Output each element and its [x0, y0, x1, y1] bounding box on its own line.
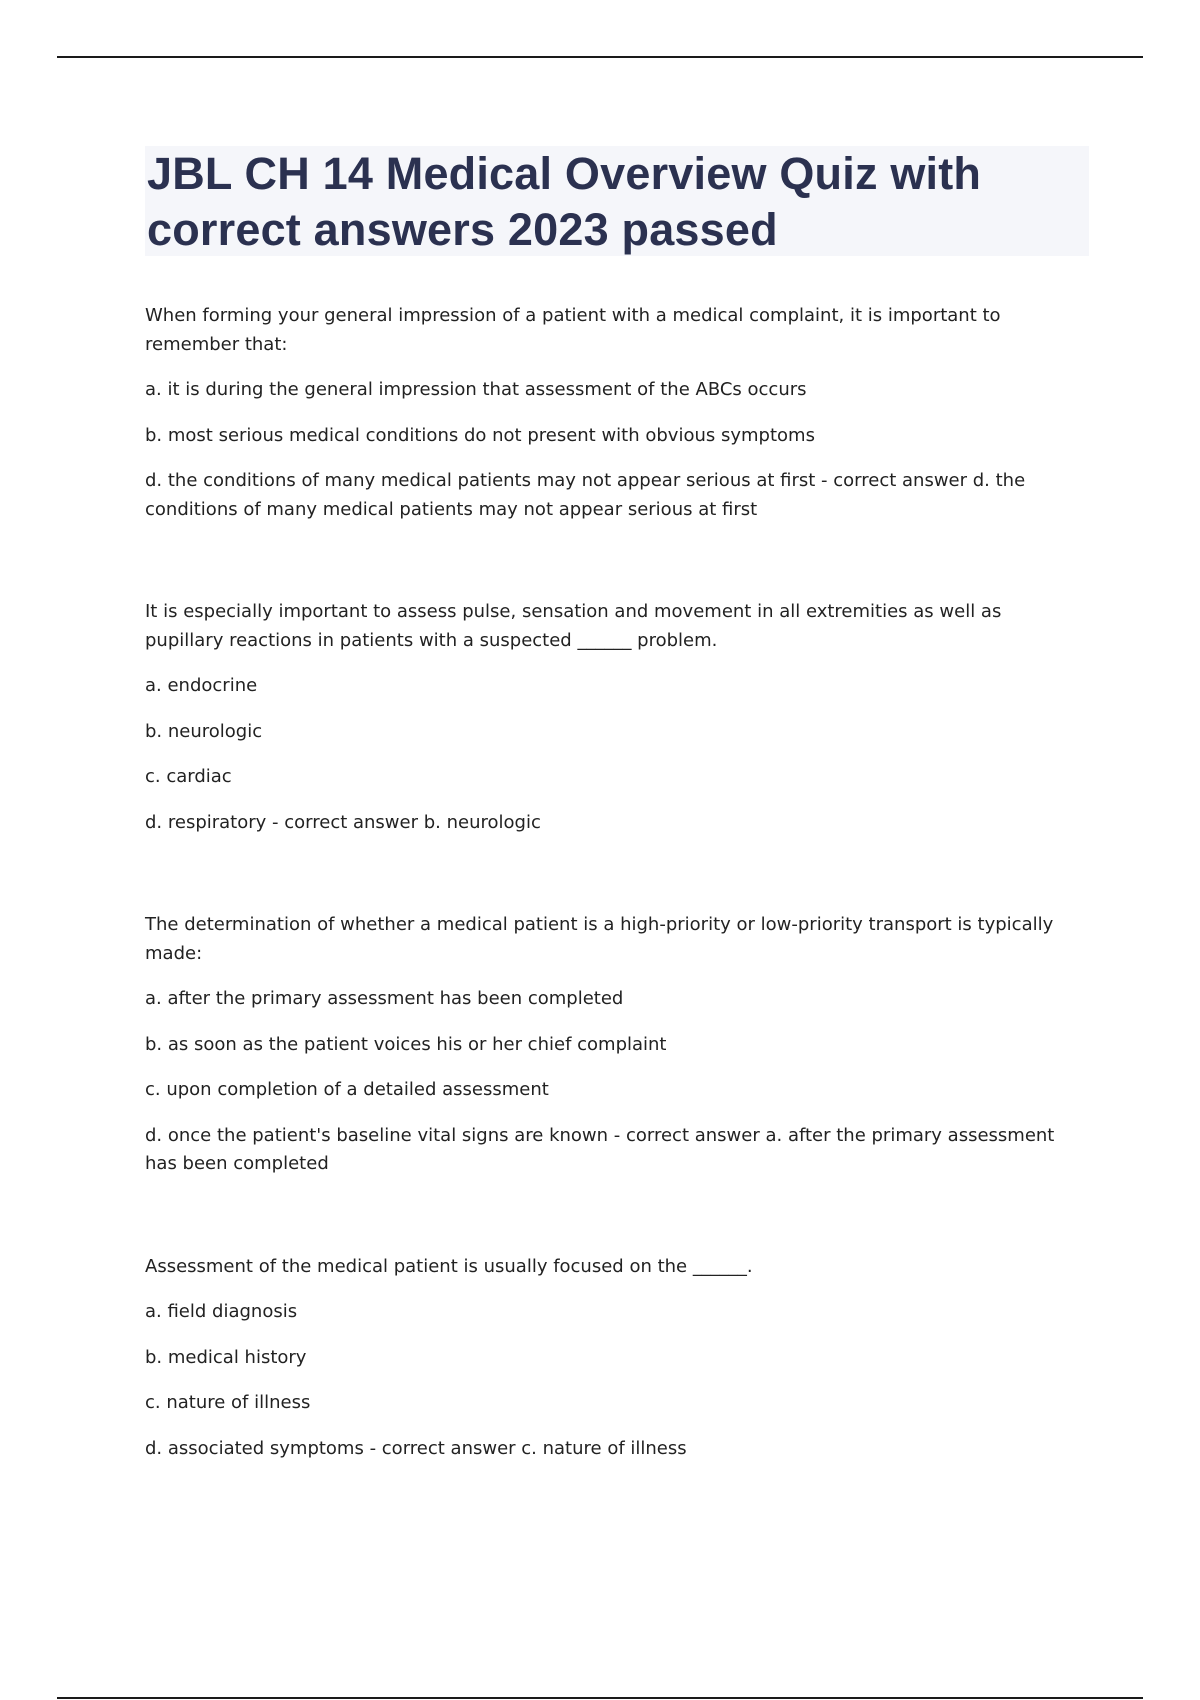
answer-option: c. upon completion of a detailed assessment [145, 1079, 549, 1100]
answer-option: b. most serious medical conditions do not present with obvious symptoms [145, 424, 815, 446]
question-text: It is especially important to assess pulse, sensation and movement in all extremities as well as pupillary reactions in patients with a suspected ______ problem. [145, 601, 1002, 651]
answer-option: a. field diagnosis [145, 1301, 298, 1322]
answer-option: d. once the patient's baseline vital signs are known - correct answer a. after the primary assessment has been completed [145, 1124, 1055, 1174]
question-1 [145, 302, 1085, 524]
answer-option: d. respiratory - correct answer b. neurologic [145, 811, 541, 833]
answer-option: b. as soon as the patient voices his or her chief complaint [145, 1033, 667, 1055]
document-title: JBL CH 14 Medical Overview Quiz with correct answers 2023 passed [147, 148, 982, 255]
question-text: Assessment of the medical patient is usually focused on the ______. [145, 1255, 753, 1277]
answer-option: c. nature of illness [145, 1392, 311, 1413]
answer-option: c. cardiac [145, 766, 232, 787]
bottom-divider [57, 1697, 1143, 1699]
answer-option: a. endocrine [145, 675, 258, 696]
answer-option: a. after the primary assessment has been completed [145, 988, 624, 1009]
answer-option: b. medical history [145, 1346, 307, 1368]
answer-option: d. the conditions of many medical patients may not appear serious at first - correct answer d. the conditions of many medical patients may not appear serious at first [145, 470, 1026, 520]
question-3 [145, 911, 1085, 1179]
document-body [145, 302, 1085, 1463]
question-2 [145, 598, 1085, 837]
answer-option: d. associated symptoms - correct answer c. nature of illness [145, 1437, 687, 1459]
question-4 [145, 1253, 1085, 1464]
title-block [145, 146, 1089, 256]
answer-option: a. it is during the general impression that assessment of the ABCs occurs [145, 379, 807, 400]
top-divider [57, 56, 1143, 58]
question-text: The determination of whether a medical patient is a high-priority or low-priority transport is typically made: [145, 914, 1054, 964]
answer-option: b. neurologic [145, 720, 263, 742]
question-text: When forming your general impression of a patient with a medical complaint, it is important to remember that: [145, 305, 1001, 355]
